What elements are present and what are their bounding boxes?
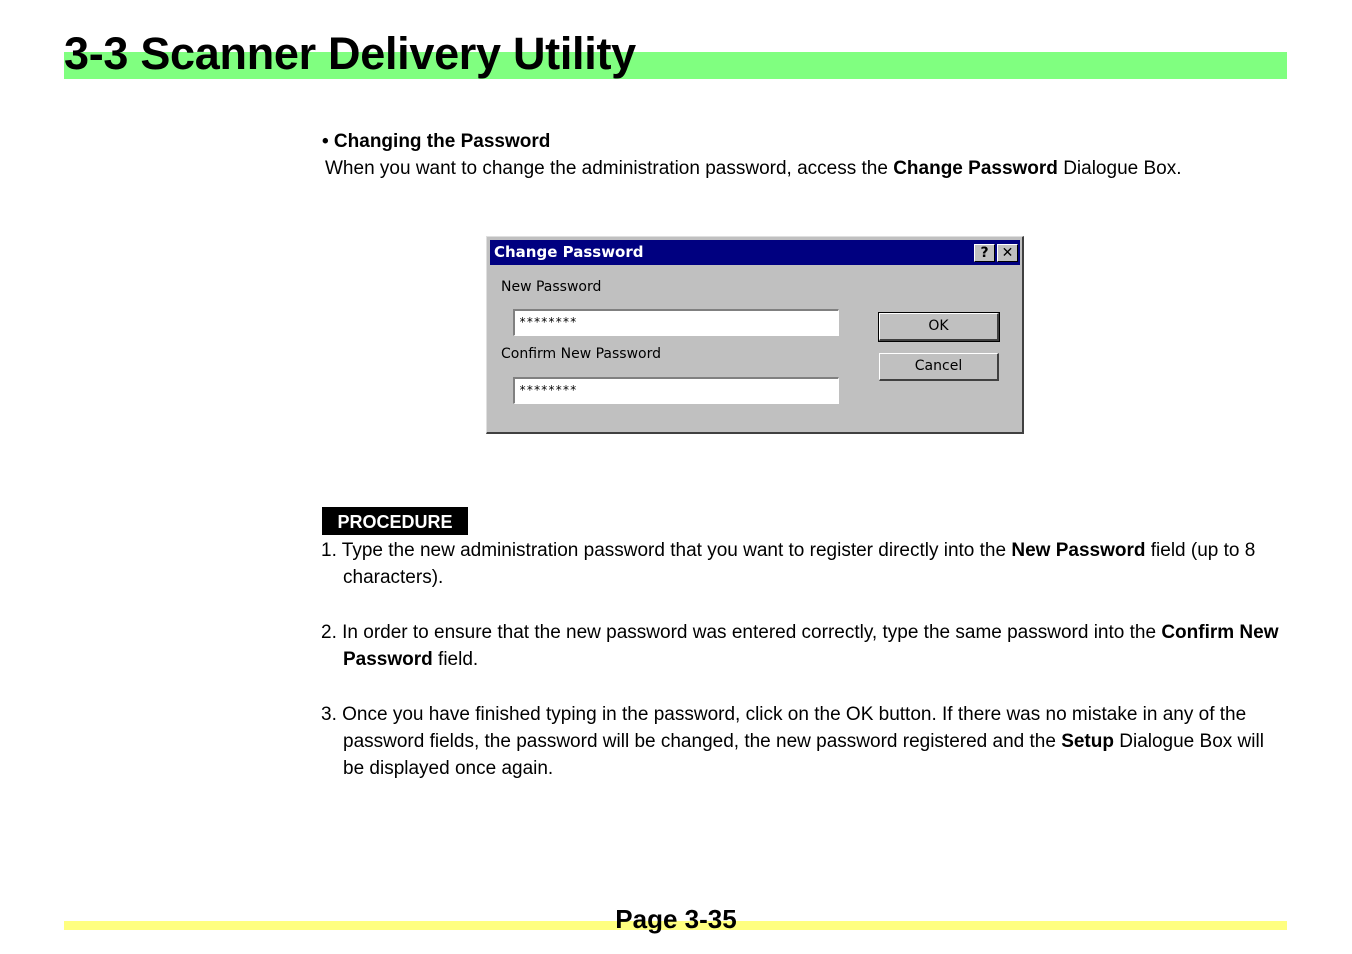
close-icon[interactable]: ✕ xyxy=(997,244,1018,262)
step-bold-text: Confirm New Password xyxy=(343,622,1279,670)
step-text: 2. In order to ensure that the new password was entered correctly, type the same password into the xyxy=(321,622,1162,643)
dialog-titlebar[interactable] xyxy=(490,240,1020,265)
desc-text-bold: Change Password xyxy=(893,158,1058,179)
new-password-label: New Password xyxy=(501,279,602,295)
new-password-field[interactable]: ******** xyxy=(513,309,839,336)
desc-text-after: Dialogue Box. xyxy=(1057,158,1182,179)
help-icon[interactable]: ? xyxy=(974,244,995,262)
page-number: Page 3-35 xyxy=(615,904,737,934)
procedure-step xyxy=(321,701,1283,782)
changing-password-section xyxy=(322,128,1282,182)
confirm-password-field[interactable]: ******** xyxy=(513,377,839,404)
step-bold-text: Setup xyxy=(1061,731,1114,752)
change-password-dialog xyxy=(486,236,1024,434)
step-text: 1. Type the new administration password that you want to register directly into the xyxy=(321,540,1012,561)
confirm-password-label: Confirm New Password xyxy=(501,346,662,362)
section-heading: • Changing the Password xyxy=(322,131,551,152)
step-text: Dialogue Box will be displayed once again. xyxy=(343,731,1264,779)
ok-button[interactable]: OK xyxy=(879,313,999,341)
procedure-steps xyxy=(321,537,1283,810)
step-text: field (up to 8 characters). xyxy=(343,540,1256,588)
step-bold-text: New Password xyxy=(1011,540,1146,561)
cancel-button[interactable]: Cancel xyxy=(879,353,999,381)
procedure-step xyxy=(321,537,1283,591)
section-description xyxy=(322,155,1282,182)
desc-text-before: When you want to change the administration password, access the xyxy=(325,158,894,179)
procedure-step xyxy=(321,619,1283,673)
page-title: 3-3 Scanner Delivery Utility xyxy=(64,28,636,79)
step-text: 3. Once you have finished typing in the password, click on the OK button. If there was no mistake in any of the password fields, the password will be changed, the new password registered and the xyxy=(321,704,1247,752)
dialog-title: Change Password xyxy=(494,243,644,261)
procedure-badge: PROCEDURE xyxy=(322,507,468,535)
step-text: field. xyxy=(432,649,479,670)
